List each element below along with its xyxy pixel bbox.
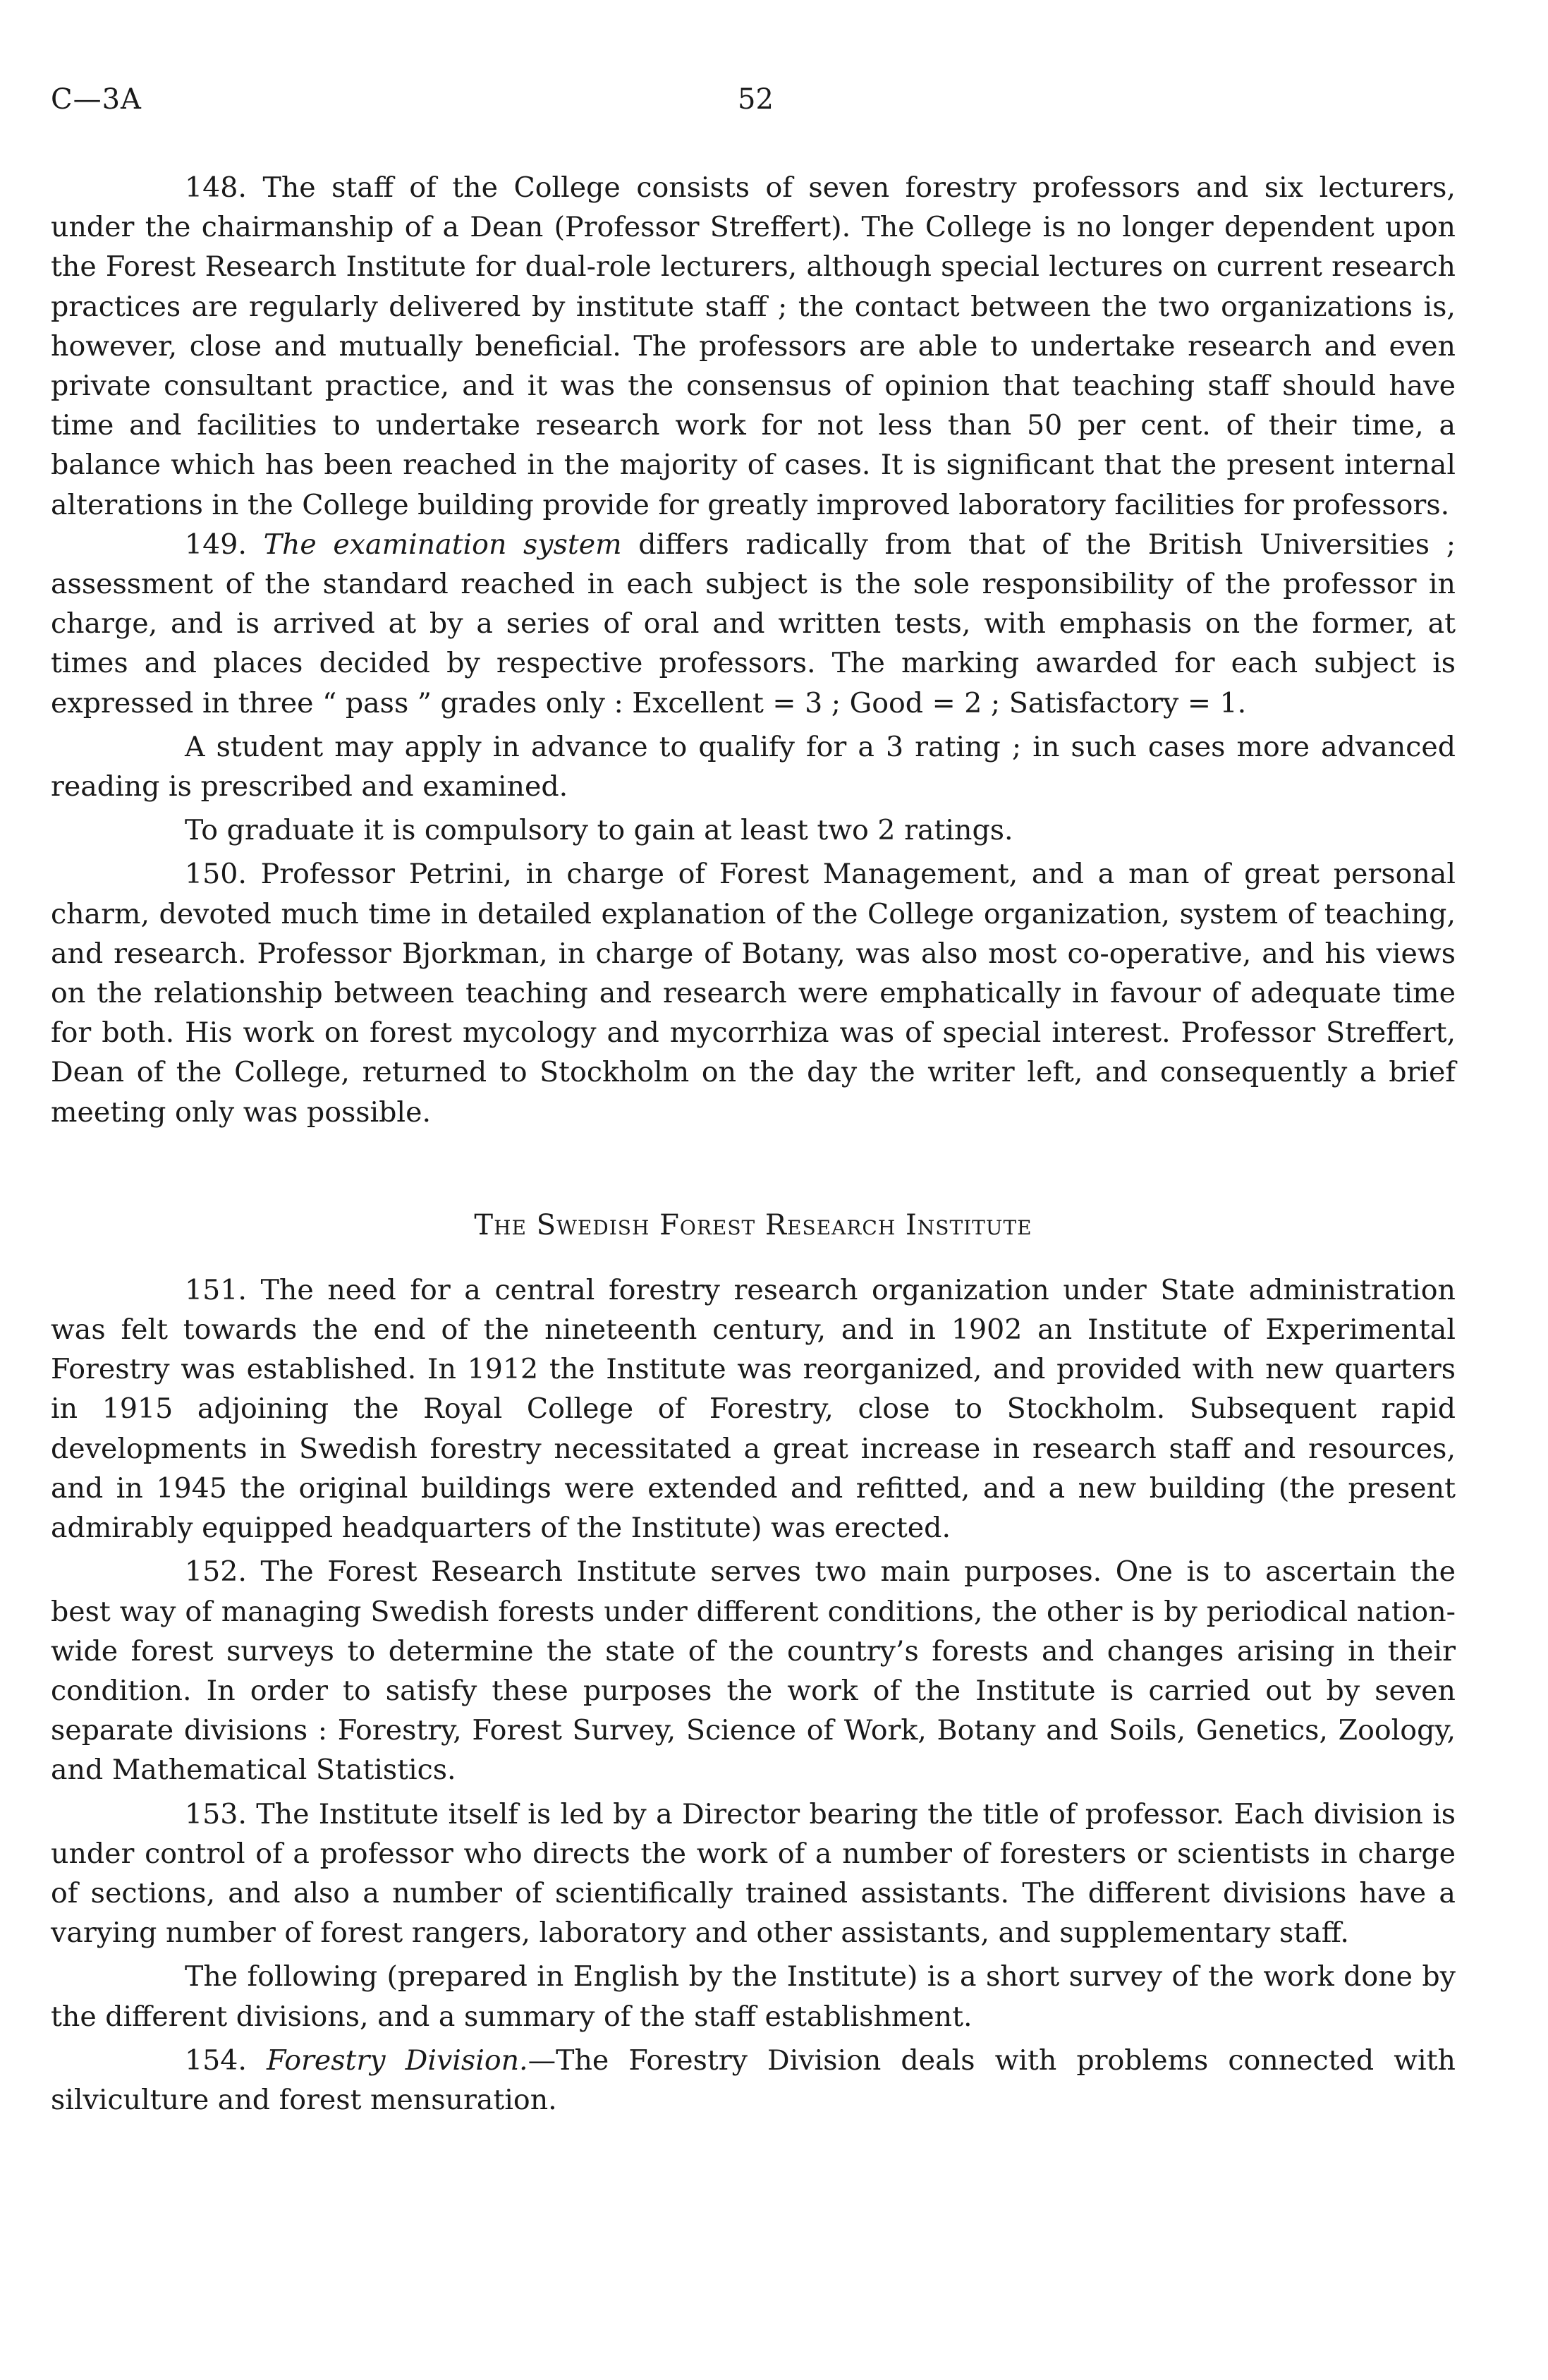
paragraph-149-rating: A student may apply in advance to qualify for a 3 rating ; in such cases more advanced reading is prescribed and examined.: [51, 730, 1456, 803]
italic-lead: The examination system: [263, 528, 622, 561]
paragraph-150: [51, 854, 1456, 1131]
paragraph-number: 150.: [185, 858, 247, 891]
paragraph-text: The Institute itself is led by a Director bearing the title of professor. Each division is under control of a professor who directs the work of a number of foresters or scientists in charge of sections, and also a number of scientifically trained assistants. The different divisions have a varying number of forest rangers, laboratory and other assistants, and supplementary staff.: [51, 1797, 1456, 1950]
section-heading-text: The Swedish Forest Research Institute: [474, 1208, 1032, 1241]
paragraph-151: [51, 1270, 1456, 1548]
paragraph-152: [51, 1552, 1456, 1790]
paragraph-153: [51, 1795, 1456, 1953]
section-heading: [51, 1206, 1456, 1246]
paragraph-text: The need for a central forestry research organization under State administration was felt towards the end of the nineteenth century, and in 1902 an Institute of Experimental Forestry was established. In 1912 the Institute was reorganized, and provided with new quarters in 1915 adjoining the Royal College of Forestry, close to Stockholm. Subsequent rapid developments in Swedish forestry necessitated a great increase in research staff and resources, and in 1945 the original buildings were extended and refitted, and a new building (the present admirably equipped headquarters of the Institute) was erected.: [51, 1273, 1456, 1545]
page-header: [51, 83, 1456, 133]
paragraph-number: 148.: [185, 171, 247, 204]
paragraph-number: 149.: [185, 528, 247, 561]
paragraph-text: The Forest Research Institute serves two main purposes. One is to ascertain the best way of managing Swedish forests under different conditions, the other is by periodical nation-wide forest surveys to determine the state of the country’s forests and changes arising in their condition. In order to satisfy these purposes the work of the Institute is carried out by seven separate divisions : Forestry, Forest Survey, Science of Work, Botany and Soils, Genetics, Zoology, and Mathematical Statistics.: [51, 1555, 1456, 1787]
italic-lead: Forestry Division.: [267, 2044, 528, 2077]
paragraph-text: The staff of the College consists of seven forestry professors and six lecturers, under the chairmanship of a Dean (Professor Streffert). The College is no longer dependent upon the Forest Research Institute for dual-role lecturers, although special lectures on current research practices are regularly delivered by institute staff ; the contact between the two organizations is, however, close and mutually beneficial. The professors are able to undertake research and even private consultant practice, and it was the consensus of opinion that teaching staff should have time and facilities to undertake research work for not less than 50 per cent. of their time, a balance which has been reached in the majority of cases. It is significant that the present internal alterations in the College building provide for greatly improved laboratory facilities for professors.: [51, 171, 1456, 521]
document-code: C—3A: [51, 83, 142, 116]
paragraph-149-graduate: To graduate it is compulsory to gain at least two 2 ratings.: [185, 814, 1013, 847]
paragraph-number: 151.: [185, 1273, 247, 1306]
paragraph-149: [51, 525, 1456, 723]
paragraph-154: [51, 2041, 1456, 2120]
paragraph-number: 152.: [185, 1555, 247, 1589]
paragraph-153-survey: The following (prepared in English by the Institute) is a short survey of the work done by the different divisions, and a summary of the staff establishment.: [51, 1960, 1456, 2033]
paragraph-text: differs radically from that of the British Universities ; assessment of the standard reached in each subject is the sole responsibility of the professor in charge, and is arrived at by a series of oral and written tests, with emphasis on the former, at times and places decided by respective professors. The marking awarded for each subject is expressed in three “ pass ” grades only : Excellent = 3 ; Good = 2 ; Satisfactory = 1.: [51, 528, 1456, 720]
document-page: [51, 83, 1456, 2120]
page-number: 52: [738, 83, 774, 116]
document-body: [51, 168, 1456, 2120]
paragraph-148: [51, 168, 1456, 525]
paragraph-number: 153.: [185, 1797, 247, 1830]
paragraph-text: Professor Petrini, in charge of Forest Management, and a man of great personal charm, devoted much time in detailed explanation of the College organization, system of teaching, and research. Professor Bjorkman, in charge of Botany, was also most co-operative, and his views on the relationship between teaching and research were emphatically in favour of adequate time for both. His work on forest mycology and mycorrhiza was of special interest. Professor Streffert, Dean of the College, returned to Stockholm on the day the writer left, and consequently a brief meeting only was possible.: [51, 858, 1456, 1129]
paragraph-text: —The Forestry Division deals with problems connected with silviculture and forest mensuration.: [51, 2044, 1456, 2116]
paragraph-number: 154.: [185, 2044, 247, 2077]
